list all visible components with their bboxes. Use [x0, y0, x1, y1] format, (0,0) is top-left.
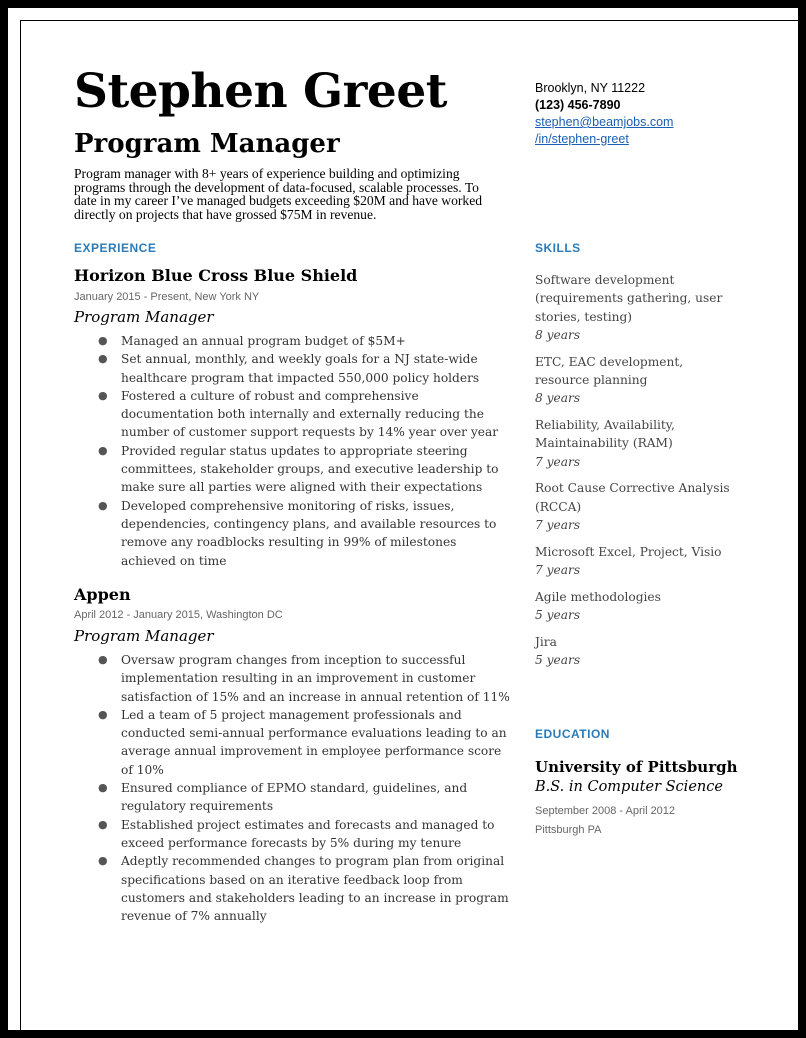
list-item: ● Managed an annual program budget of $5M+ — [74, 332, 514, 350]
skill-item — [535, 543, 735, 580]
list-item: ● Provided regular status updates to appropriate steering committees, stakeholder groups, and executive leadership to make sure all parties were aligned with their expectations — [98, 443, 499, 495]
skill-years: 8 years — [535, 327, 581, 342]
skill-name: Software development (requirements gathering, user stories, testing) — [535, 273, 723, 324]
skill-name: Jira — [535, 635, 557, 650]
skills-list — [535, 271, 735, 678]
job-meta: January 2015 - Present, New York NY — [74, 291, 260, 303]
list-item: ● Established project estimates and forecasts and managed to exceed performance forecasts by 5% during my tenure — [98, 817, 495, 850]
contact-phone: (123) 456-7890 — [535, 98, 621, 112]
skill-item — [535, 588, 735, 625]
skill-item — [535, 416, 735, 471]
skills-heading: SKILLS — [535, 241, 581, 255]
experience-heading: EXPERIENCE — [74, 241, 157, 255]
education-heading: EDUCATION — [535, 727, 610, 741]
skill-years: 8 years — [535, 391, 581, 406]
skill-name: Agile methodologies — [535, 589, 661, 604]
list-item: ● Ensured compliance of EPMO standard, guidelines, and regulatory requirements — [98, 781, 468, 814]
list-item: ● Led a team of 5 project management professionals and conducted semi-annual performance evaluations leading to an average annual improvement in employee performance score of 10% — [98, 707, 507, 777]
bullet-icon: ● — [98, 334, 108, 347]
skill-item — [535, 353, 735, 408]
contact-linkedin-link[interactable]: /in/stephen-greet — [535, 132, 629, 146]
school-name: University of Pittsburgh — [535, 758, 738, 776]
job-bullets — [74, 332, 514, 570]
bullet-icon: ● — [98, 781, 108, 795]
skill-name: Root Cause Corrective Analysis (RCCA) — [535, 481, 730, 514]
skill-item — [535, 479, 735, 534]
contact-location: Brooklyn, NY 11222 — [535, 81, 646, 95]
skill-name: Microsoft Excel, Project, Visio — [535, 544, 722, 559]
bullet-icon: ● — [98, 653, 108, 666]
list-item: ● Adeptly recommended changes to program plan from original specifications based on an iterative feedback loop from customers and stakeholders leading to an increase in program revenue of 7% annually — [98, 854, 509, 924]
list-item: ● Fostered a culture of robust and comprehensive documentation both internally and externally reducing the number of customer support requests by 14% year over year — [98, 388, 499, 440]
bullet-icon: ● — [98, 352, 108, 366]
education-dates: September 2008 - April 2012 — [535, 805, 676, 817]
candidate-role: Program Manager — [74, 129, 340, 159]
candidate-name: Stephen Greet — [74, 64, 447, 119]
skill-name: Reliability, Availability, Maintainability (RAM) — [535, 418, 675, 451]
education-location: Pittsburgh PA — [535, 824, 602, 836]
company-name: Appen — [74, 585, 131, 604]
bullet-icon: ● — [98, 817, 108, 831]
job-title: Program Manager — [74, 627, 214, 645]
skill-years: 5 years — [535, 653, 581, 668]
list-item: ● Set annual, monthly, and weekly goals for a NJ state-wide healthcare program that impacted 550,000 policy holders — [98, 352, 480, 385]
skill-years: 5 years — [535, 608, 581, 623]
contact-block — [535, 80, 775, 148]
list-item: ● Developed comprehensive monitoring of risks, issues, dependencies, contingency plans, and available resources to remove any roadblocks resulting in 99% of milestones achieved on time — [98, 498, 497, 568]
bullet-icon: ● — [98, 443, 108, 457]
summary-text: Program manager with 8+ years of experience building and optimizing programs through the development of data-focused, scalable processes. To date in my career I’ve managed budgets exceeding $20M and have worked directly on projects that have grossed $75M in revenue. — [74, 166, 483, 222]
skill-years: 7 years — [535, 563, 581, 578]
bullet-icon: ● — [98, 498, 108, 512]
job-title: Program Manager — [74, 308, 214, 326]
job-meta: April 2012 - January 2015, Washington DC — [74, 609, 283, 621]
skill-name: ETC, EAC development, resource planning — [535, 354, 684, 387]
skill-years: 7 years — [535, 518, 581, 533]
bullet-icon: ● — [98, 388, 108, 402]
contact-email-link[interactable]: stephen@beamjobs.com — [535, 115, 674, 129]
company-name: Horizon Blue Cross Blue Shield — [74, 266, 358, 285]
list-item: ● Oversaw program changes from inception to successful implementation resulting in an improvement in customer satisfaction of 15% and an increase in annual retention of 11% — [98, 653, 510, 704]
degree-name: B.S. in Computer Science — [535, 779, 723, 795]
skill-item — [535, 271, 735, 344]
bullet-icon: ● — [98, 707, 108, 721]
skill-item — [535, 633, 735, 670]
bullet-icon: ● — [98, 854, 108, 868]
skill-years: 7 years — [535, 454, 581, 469]
job-bullets — [74, 651, 514, 925]
